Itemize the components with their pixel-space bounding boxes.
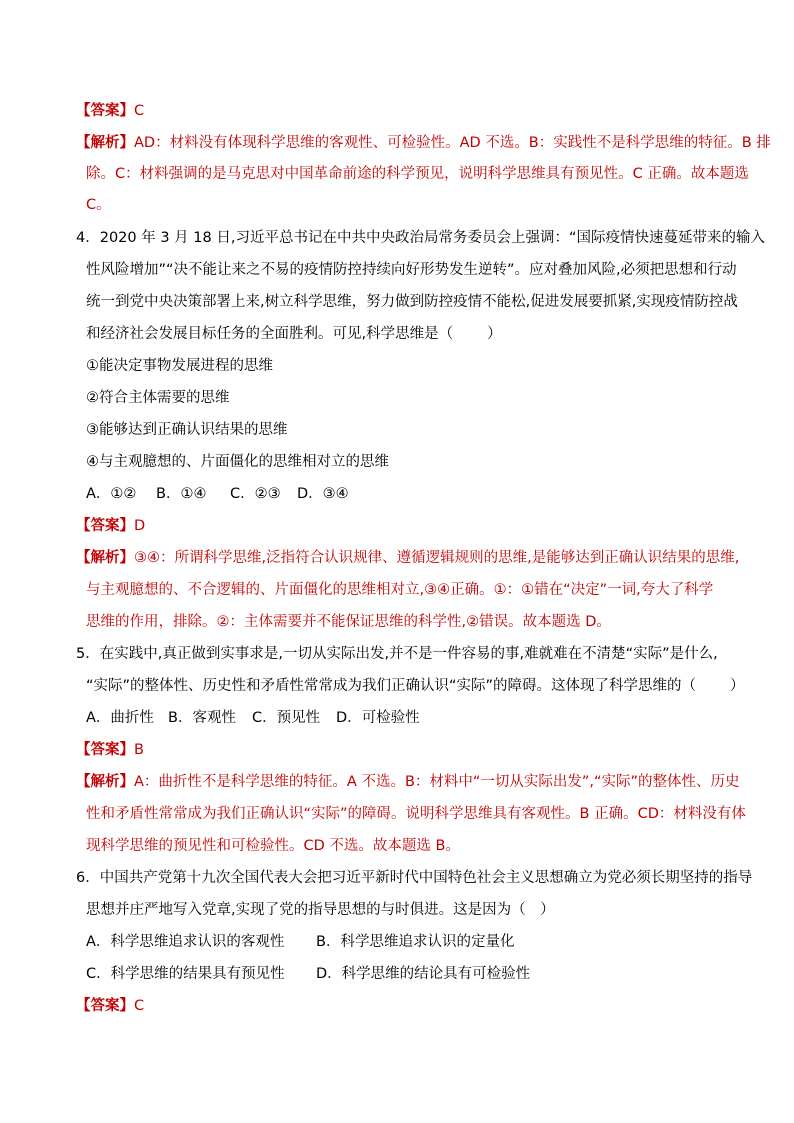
question-6-options-row-2 [86, 964, 530, 984]
answer-value: D [134, 518, 146, 534]
question-6-stem: 6．中国共产党第十九次全国代表大会把习近平新时代中国特色社会主义思想确立为党必须长期坚持的指导 [76, 870, 753, 886]
answer-line [76, 101, 144, 121]
analysis-line: C。 [86, 197, 111, 213]
answer-value: C [134, 103, 145, 119]
question-6-stem: 思想并庄严地写入党章,实现了党的指导思想的与时俱进。这是因为（ ） [86, 902, 555, 918]
analysis-label: 【解析】 [76, 135, 134, 151]
question-4-options [86, 484, 349, 504]
answer-value: C [134, 998, 145, 1014]
answer-line [76, 996, 144, 1016]
statement-2: ②符合主体需要的思维 [86, 390, 230, 406]
question-5-stem-text: “实际”的整体性、历史性和矛盾性常常成为我们正确认识“实际”的障碍。这体现了科学思维的（ [86, 678, 697, 694]
option-d: D．③④ [297, 486, 349, 502]
analysis-line [76, 772, 740, 792]
analysis-line [86, 612, 611, 632]
question-6-options-row-1 [86, 932, 514, 952]
question-5-stem: 5．在实践中,真正做到实事求是,一切从实际出发,并不是一件容易的事,难就难在不清楚“实际”是什么, [76, 646, 718, 662]
analysis-text: AD：材料没有体现科学思维的客观性、可检验性。AD 不选。B：实践性不是科学思维的特征。B 排 [134, 135, 771, 151]
analysis-text: 思维的作用，排除。②：主体需要并不能保证思维的科学性, [86, 614, 467, 630]
option-b: B．科学思维追求认识的定量化 [316, 934, 515, 950]
answer-bracket-close: ） [730, 678, 745, 694]
option-c: C．科学思维的结果具有预见性 [86, 966, 285, 982]
analysis-line [76, 133, 771, 153]
question-4-stem-text: 和经济社会发展目标任务的全面胜利。可见,科学思维是（ [86, 326, 454, 342]
analysis-text: A：曲折性不是科学思维的特征。A 不选。B：材料中“一切从实际出发”, [134, 774, 595, 790]
option-a: A．曲折性 [86, 710, 154, 726]
option-d: D．可检验性 [336, 710, 420, 726]
option-a: A．科学思维追求认识的客观性 [86, 934, 285, 950]
option-c: C．②③ [230, 486, 281, 502]
answer-label: 【答案】 [76, 103, 134, 119]
question-5-stem [86, 676, 745, 696]
statement-4: ④与主观臆想的、片面僵化的思维相对立的思维 [86, 454, 389, 470]
option-b: B．客观性 [168, 710, 236, 726]
option-a: A．①② [86, 486, 137, 502]
option-b: B．①④ [156, 486, 207, 502]
analysis-text: ②错误。故本题选 D。 [466, 614, 611, 630]
analysis-line: 性和矛盾性常常成为我们正确认识“实际”的障碍。说明科学思维具有客观性。B 正确。CD：材料没有体 [86, 806, 746, 822]
analysis-label: 【解析】 [76, 550, 134, 566]
analysis-text: ③④：所谓科学思维,泛指符合认识规律、遵循逻辑规则的思维,是能够达到正确认识结果的思维, [134, 550, 740, 566]
answer-line [76, 516, 145, 536]
statement-1: ①能决定事物发展进程的思维 [86, 358, 273, 374]
answer-label: 【答案】 [76, 998, 134, 1014]
option-c: C．预见性 [252, 710, 321, 726]
answer-label: 【答案】 [76, 742, 134, 758]
answer-label: 【答案】 [76, 518, 134, 534]
question-4-stem: 4．2020 年 3 月 18 日,习近平总书记在中共中央政治局常务委员会上强调：“国际疫情快速蔓延带来的输入 [76, 230, 765, 246]
analysis-line [76, 548, 739, 568]
option-d: D．科学思维的结论具有可检验性 [316, 966, 531, 982]
answer-value: B [134, 742, 144, 758]
analysis-line: 除。C：材料强调的是马克思对中国革命前途的科学预见，说明科学思维具有预见性。C 正确。故本题选 [86, 166, 749, 182]
analysis-label: 【解析】 [76, 774, 134, 790]
analysis-line: 现科学思维的预见性和可检验性。CD 不选。故本题选 B。 [86, 838, 460, 854]
question-4-stem: 统一到党中央决策部署上来,树立科学思维，努力做到防控疫情不能松,促进发展要抓紧,实现疫情防控战 [86, 294, 738, 310]
answer-bracket-close: ） [487, 326, 502, 342]
question-4-stem [86, 324, 502, 344]
analysis-line: 与主观臆想的、不合逻辑的、片面僵化的思维相对立,③④正确。①：①错在“决定”一词,夸大了科学 [86, 582, 714, 598]
statement-3: ③能够达到正确认识结果的思维 [86, 422, 288, 438]
analysis-text: “实际”的整体性、历史 [594, 774, 740, 790]
question-4-stem: 性风险增加”“决不能让来之不易的疫情防控持续向好形势发生逆转”。应对叠加风险,必须把思想和行动 [86, 262, 737, 278]
answer-line [76, 740, 144, 760]
question-5-options [86, 708, 420, 728]
